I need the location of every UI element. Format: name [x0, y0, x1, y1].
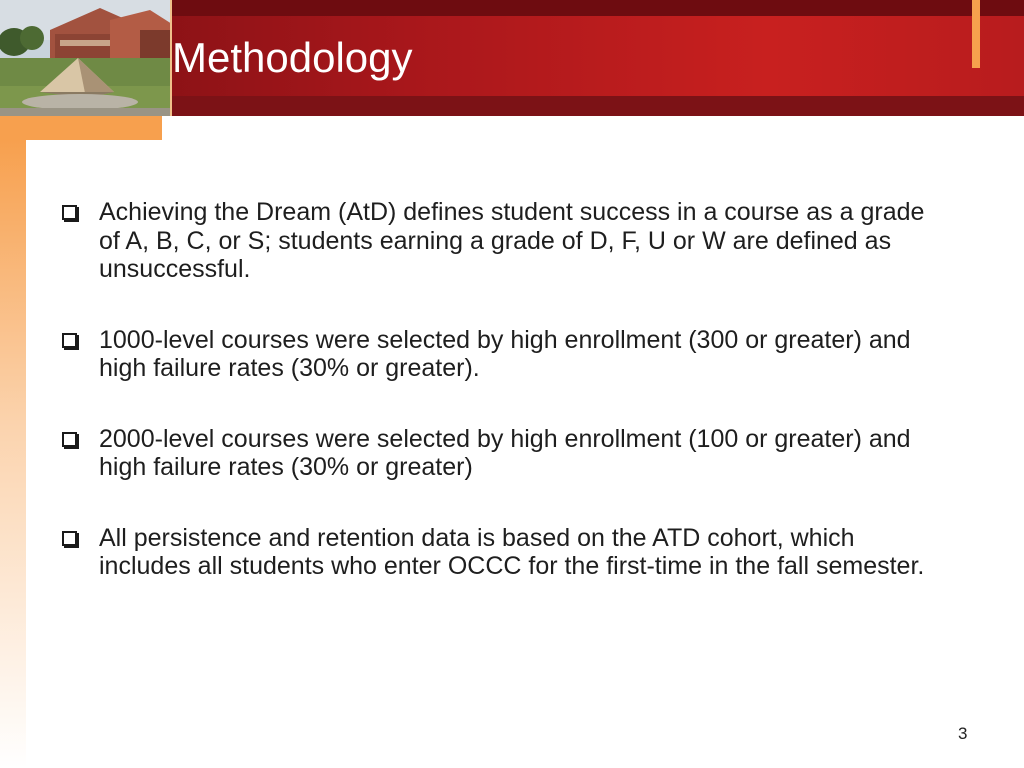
header-accent-bar [972, 0, 980, 68]
bullet-item [62, 524, 952, 581]
bullet-text: 1000-level courses were selected by high enrollment (300 or greater) and high failure rates (30% or greater). [99, 325, 911, 382]
orange-tab-accent [0, 116, 162, 140]
campus-photo [0, 0, 172, 116]
left-side-gradient-bar [0, 140, 26, 768]
checkbox-bullet-icon [62, 333, 77, 348]
bullet-text: Achieving the Dream (AtD) defines student success in a course as a grade of A, B, C, or S; students earning a grade of D, F, U or W are defined as unsuccessful. [99, 198, 925, 283]
checkbox-bullet-icon [62, 205, 77, 220]
bullet-list [62, 198, 952, 581]
bullet-item [62, 198, 952, 284]
checkbox-bullet-icon [62, 531, 77, 546]
bullet-item [62, 425, 952, 482]
checkbox-bullet-icon [62, 432, 77, 447]
bullet-text: 2000-level courses were selected by high enrollment (100 or greater) and high failure rates (30% or greater) [99, 424, 911, 481]
page-number: 3 [958, 724, 968, 743]
bullet-text: All persistence and retention data is based on the ATD cohort, which includes all students who enter OCCC for the first-time in the fall semester. [99, 523, 925, 580]
bullet-item [62, 326, 952, 383]
campus-photo-image [0, 0, 172, 116]
slide-title: Methodology [172, 34, 413, 81]
